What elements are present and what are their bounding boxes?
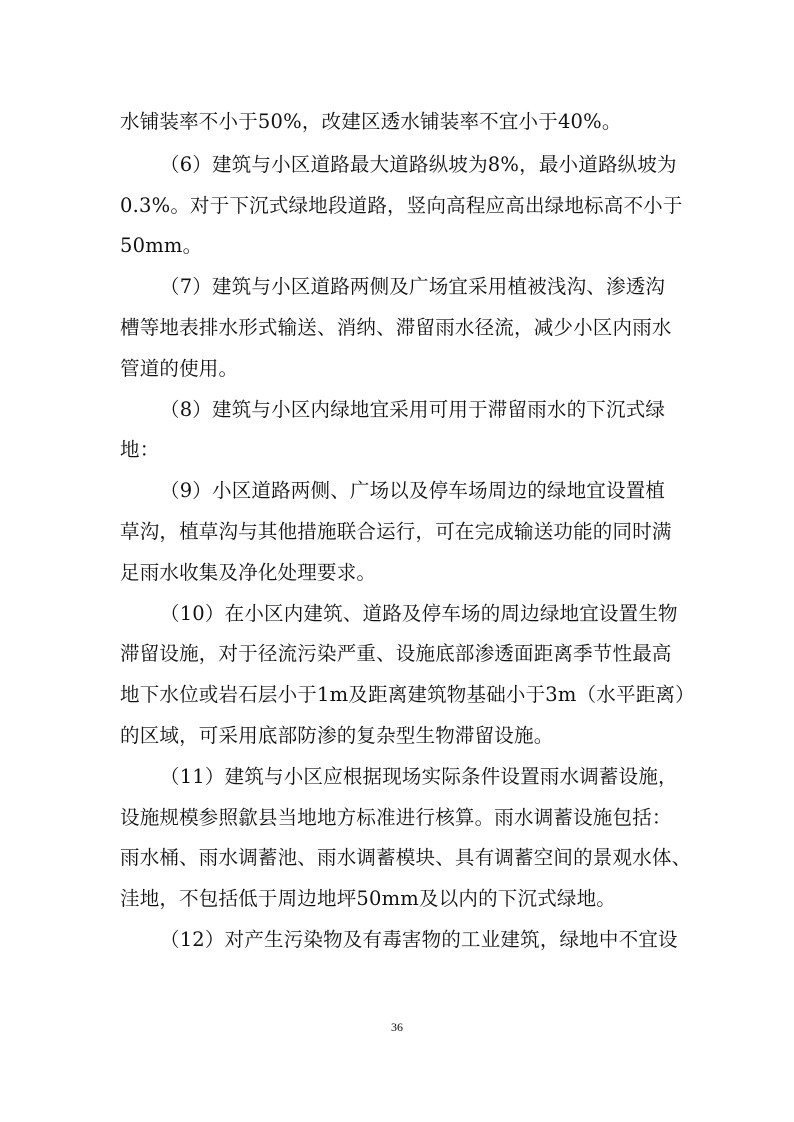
text-line: 雨水桶、雨水调蓄池、雨水调蓄模块、具有调蓄空间的景观水体、: [120, 846, 692, 869]
text-line: （6）建筑与小区道路最大道路纵坡为8%，最小道路纵坡为: [160, 153, 677, 176]
text-line: 水铺装率不小于50%，改建区透水铺装率不宜小于40%。: [120, 110, 622, 133]
text-line: 草沟，植草沟与其他措施联合运行，可在完成输送功能的同时满: [120, 520, 672, 543]
text-line: 地：: [120, 438, 160, 461]
text-line: 槽等地表排水形式输送、消纳、滞留雨水径流，减少小区内雨水: [120, 316, 672, 339]
text-line: 地下水位或岩石层小于1m及距离建筑物基础小于3m（水平距离）: [120, 683, 695, 706]
text-line: （7）建筑与小区道路两侧及广场宜采用植被浅沟、渗透沟: [160, 275, 666, 298]
text-line: 的区域，可采用底部防渗的复杂型生物滞留设施。: [120, 724, 554, 747]
text-line: 管道的使用。: [120, 357, 239, 380]
page-number: 36: [391, 1020, 403, 1034]
text-line: 足雨水收集及净化处理要求。: [120, 561, 377, 584]
text-line: 滞留设施，对于径流污染严重、设施底部渗透面距离季节性最高: [120, 642, 672, 665]
text-line: （9）小区道路两侧、广场以及停车场周边的绿地宜设置植: [160, 479, 666, 502]
text-line: 50mm。: [120, 234, 203, 257]
text-line: （10）在小区内建筑、道路及停车场的周边绿地宜设置生物: [160, 602, 678, 625]
text-line: （11）建筑与小区应根据现场实际条件设置雨水调蓄设施，: [160, 765, 678, 788]
text-line: 设施规模参照歙县当地地方标准进行核算。雨水调蓄设施包括：: [120, 806, 672, 829]
text-line: 洼地，不包括低于周边地坪50mm及以内的下沉式绿地。: [120, 887, 616, 910]
text-line: 0.3%。对于下沉式绿地段道路，竖向高程应高出绿地标高不小于: [120, 194, 683, 217]
text-line: （12）对产生污染物及有毒害物的工业建筑，绿地中不宜设: [160, 928, 678, 951]
text-line: （8）建筑与小区内绿地宜采用可用于滞留雨水的下沉式绿: [160, 398, 666, 421]
